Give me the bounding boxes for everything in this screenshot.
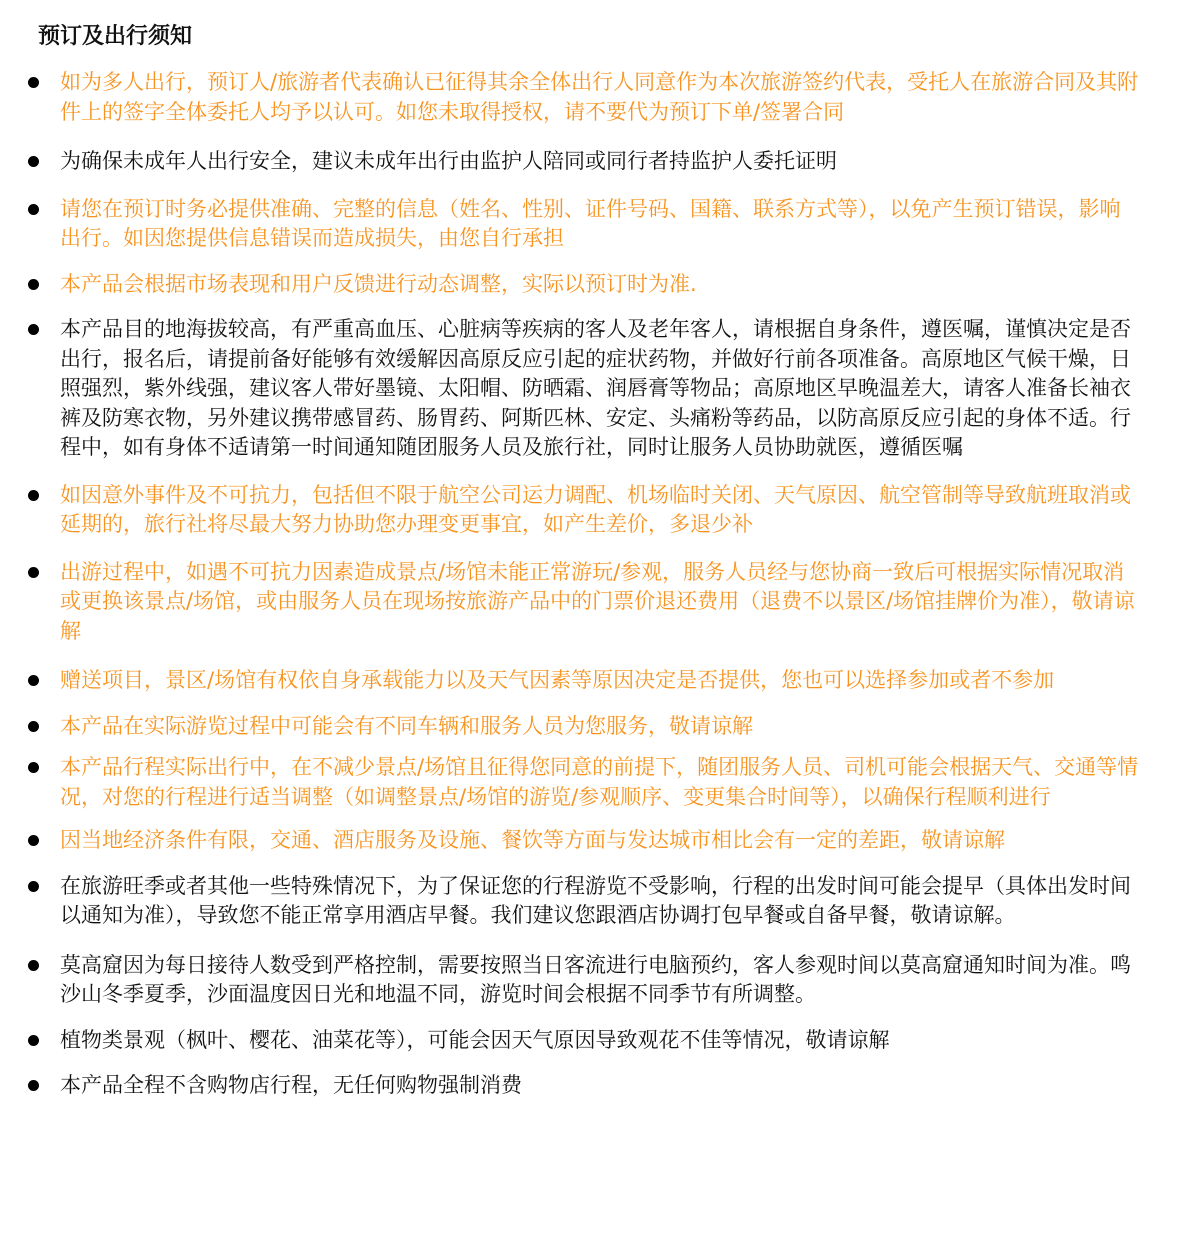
bullet-dot-icon [28,324,39,335]
bullet-dot-icon [28,1080,39,1091]
notice-item [26,558,1140,647]
notice-text: 植物类景观（枫叶、樱花、油菜花等），可能会因天气原因导致观花不佳等情况，敬请谅解 [60,1027,890,1052]
notice-text: 莫高窟因为每日接待人数受到严格控制，需要按照当日客流进行电脑预约，客人参观时间以莫高窟通知时间为准。鸣沙山冬季夏季，沙面温度因日光和地温不同，游览时间会根据不同季节有所调整。 [60,952,1131,1006]
notice-item [26,826,1140,856]
notice-text: 因当地经济条件有限，交通、酒店服务及设施、餐饮等方面与发达城市相比会有一定的差距，敬请谅解 [60,828,1005,852]
bullet-dot-icon [28,835,39,846]
notice-item [26,68,1140,127]
notice-text: 出游过程中，如遇不可抗力因素造成景点/场馆未能正常游玩/参观，服务人员经与您协商一致后可根据实际情况取消或更换该景点/场馆，或由服务人员在现场按旅游产品中的门票价退还费用（退费不以景区/场馆挂牌价为准），敬请谅解 [60,559,1135,643]
bullet-dot-icon [28,279,39,290]
notice-text: 本产品在实际游览过程中可能会有不同车辆和服务人员为您服务，敬请谅解 [60,713,753,738]
notice-text: 在旅游旺季或者其他一些特殊情况下，为了保证您的行程游览不受影响，行程的出发时间可能会提早（具体出发时间以通知为准），导致您不能正常享用酒店早餐。我们建议您跟酒店协调打包早餐或自备早餐，敬请谅解。 [60,873,1131,927]
notice-text: 本产品全程不含购物店行程，无任何购物强制消费 [60,1073,522,1097]
notice-item [26,1026,1140,1056]
bullet-dot-icon [28,204,39,215]
bullet-dot-icon [28,1035,39,1046]
bullet-dot-icon [28,490,39,501]
notice-item [26,712,1140,742]
notice-item [26,315,1140,463]
notice-item [26,666,1140,696]
bullet-dot-icon [28,960,39,971]
notice-item [26,1071,1140,1101]
bullet-dot-icon [28,762,39,773]
notice-item [26,753,1140,812]
notice-text: 本产品行程实际出行中，在不减少景点/场馆且征得您同意的前提下，随团服务人员、司机可能会根据天气、交通等情况，对您的行程进行适当调整（如调整景点/场馆的游览/参观顺序、变更集合时间等），以确保行程顺利进行 [60,755,1139,809]
bullet-dot-icon [28,156,39,167]
notice-text: 为确保未成年人出行安全，建议未成年出行由监护人陪同或同行者持监护人委托证明 [60,149,837,173]
notice-item [26,481,1140,540]
notice-text: 本产品目的地海拔较高，有严重高血压、心脏病等疾病的客人及老年客人，请根据自身条件，遵医嘱，谨慎决定是否出行，报名后，请提前备好能够有效缓解因高原反应引起的症状药物，并做好行前各项准备。高原地区气候干燥，日照强烈，紫外线强，建议客人带好墨镜、太阳帽、防晒霜、润唇膏等物品；高原地区早晚温差大，请客人准备长袖衣裤及防寒衣物，另外建议携带感冒药、肠胃药、阿斯匹林、安定、头痛粉等药品，以防高原反应引起的身体不适。行程中，如有身体不适请第一时间通知随团服务人员及旅行社，同时让服务人员协助就医，遵循医嘱 [60,317,1131,459]
notice-item [26,147,1140,177]
bullet-dot-icon [28,881,39,892]
notice-item [26,195,1140,254]
bullet-dot-icon [28,675,39,686]
notice-text: 如因意外事件及不可抗力，包括但不限于航空公司运力调配、机场临时关闭、天气原因、航空管制等导致航班取消或延期的，旅行社将尽最大努力协助您办理变更事宜，如产生差价，多退少补 [60,482,1131,536]
notice-text: 本产品会根据市场表现和用户反馈进行动态调整，实际以预订时为准. [60,271,697,296]
notice-text: 请您在预订时务必提供准确、完整的信息（姓名、性别、证件号码、国籍、联系方式等），以免产生预订错误，影响出行。如因您提供信息错误而造成损失，由您自行承担 [60,196,1121,250]
notice-text: 如为多人出行，预订人/旅游者代表确认已征得其余全体出行人同意作为本次旅游签约代表，受托人在旅游合同及其附件上的签字全体委托人均予以认可。如您未取得授权，请不要代为预订下单/签署合同 [60,70,1139,124]
notice-item [26,872,1140,931]
notice-item [26,270,1140,300]
bullet-dot-icon [28,721,39,732]
bullet-dot-icon [28,567,39,578]
bullet-dot-icon [28,77,39,88]
notice-list [26,68,1140,1101]
notice-text: 赠送项目，景区/场馆有权依自身承载能力以及天气因素等原因决定是否提供，您也可以选择参加或者不参加 [60,668,1055,692]
notice-item [26,951,1140,1010]
page-title: 预订及出行须知 [38,24,193,49]
